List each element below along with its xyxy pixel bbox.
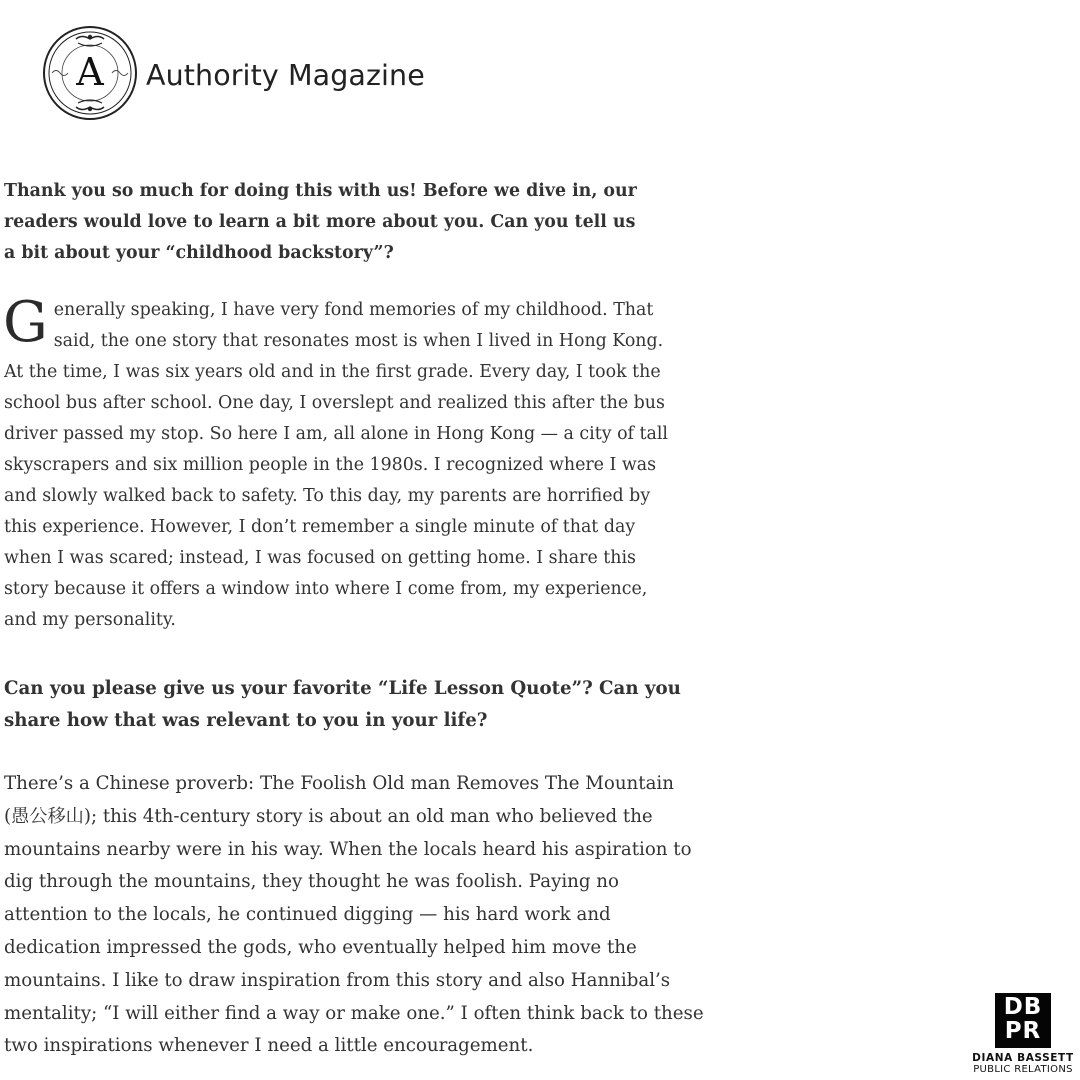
interview-answer: There’s a Chinese proverb: The Foolish Old man Removes The Mountain (愚公移山); this 4th-century story is about an old man who believed the mountains nearby were in his way. When the locals heard his aspiration to dig through the mountains, they thought he was foolish. Paying no attention to the locals, he continued digging — his hard work and dedication impressed the gods, who eventually helped him move the mountains. I like to draw inspiration from this story and also Hannibal’s mentality; “I will either find a way or make one.” I often think back to these two inspirations whenever I need a little encouragement.	[4, 773, 704, 1057]
brand-name[interactable]: Authority Magazine	[146, 58, 425, 92]
site-header	[42, 24, 425, 122]
svg-text:A: A	[76, 50, 104, 94]
interview-answer	[3, 290, 674, 636]
dbpr-company-subtitle: PUBLIC RELATIONS	[973, 1064, 1073, 1075]
dbpr-logo-bottom: PR	[1004, 1018, 1042, 1044]
drop-cap: G	[3, 290, 48, 355]
dbpr-logo-top: DB	[1003, 994, 1043, 1020]
diana-bassett-pr-logo	[968, 993, 1078, 1075]
interview-question: Can you please give us your favorite “Life Lesson Quote”? Can you share how that was relevant to you in your life?	[4, 678, 681, 731]
dbpr-company-name: DIANA BASSETT	[972, 1052, 1074, 1064]
interview-question: Thank you so much for doing this with us! Before we dive in, our readers would love to learn a bit more about you. Can you tell us a bit about your “childhood backstory”?	[4, 181, 637, 263]
authority-magazine-logo[interactable]	[42, 25, 138, 121]
answer-text: enerally speaking, I have very fond memories of my childhood. That said, the one story that resonates most is when I lived in Hong Kong. At the time, I was six years old and in the first grade. Every day, I took the school bus after school. One day, I overslept and realized this after the bus driver passed my stop. So here I am, all alone in Hong Kong — a city of tall skyscrapers and six million people in the 1980s. I recognized where I was and slowly walked back to safety. To this day, my parents are horrified by this experience. However, I don’t remember a single minute of that day when I was scared; instead, I was focused on getting home. I share this story because it offers a window into where I come from, my experience, and my personality.	[4, 300, 668, 630]
